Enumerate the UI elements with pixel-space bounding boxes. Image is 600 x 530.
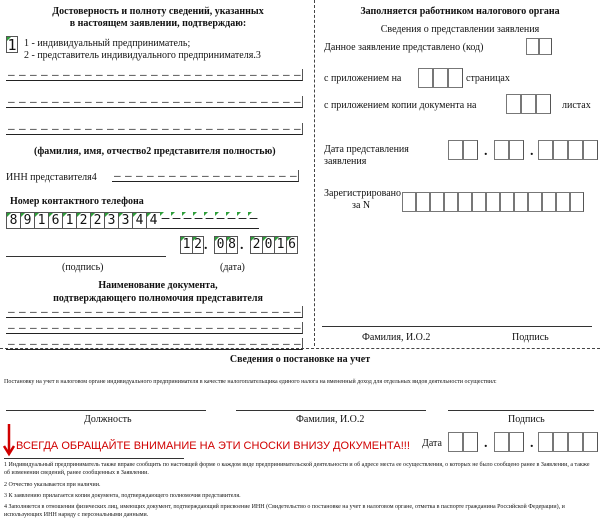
dash-cell xyxy=(270,96,281,108)
dash-cell xyxy=(6,123,17,135)
dash-cell: – xyxy=(182,212,193,229)
digit-cell: 0 xyxy=(214,236,226,254)
dash-cell xyxy=(116,96,127,108)
dash-cell xyxy=(171,69,182,81)
dash-cell xyxy=(72,123,83,135)
submission-date-year[interactable] xyxy=(538,140,598,160)
dash-cell xyxy=(160,96,171,108)
registered-label-2: за N xyxy=(352,200,371,211)
footnote-2: 2 Отчество указывается при наличии. xyxy=(4,482,101,488)
footnote-divider xyxy=(4,458,184,459)
dash-cell xyxy=(233,170,244,182)
dash-cell xyxy=(6,322,17,334)
dash-cell xyxy=(39,123,50,135)
dash-cell xyxy=(204,96,215,108)
dash-cell xyxy=(72,96,83,108)
dash-cell xyxy=(266,170,277,182)
dash-cell xyxy=(193,322,204,334)
dash-cell xyxy=(237,306,248,318)
bottom-date-year[interactable] xyxy=(538,432,598,452)
digit-cell: 1 xyxy=(62,212,76,229)
option-individual: 1 - индивидуальный предприниматель; xyxy=(24,38,191,49)
dash-cell xyxy=(259,322,270,334)
dash-cell xyxy=(94,123,105,135)
left-header-line1: Достоверность и полноту сведений, указанных xyxy=(52,6,264,17)
dash-cell xyxy=(270,306,281,318)
dash-cell xyxy=(160,322,171,334)
reg-cell xyxy=(458,192,472,212)
dash-cell xyxy=(105,322,116,334)
dash-cell xyxy=(160,69,171,81)
dash-cell xyxy=(50,69,61,81)
dash-cell xyxy=(127,123,138,135)
dash-cell xyxy=(149,306,160,318)
digit-cell: 1 xyxy=(274,236,286,254)
tax-officer-header: Заполняется работником налогового органа xyxy=(360,6,560,17)
dash-cell xyxy=(127,322,138,334)
submitted-code-label: Данное заявление представлено (код) xyxy=(324,42,484,53)
dash-cell xyxy=(248,69,259,81)
dash-cell xyxy=(171,96,182,108)
registration-number-input[interactable] xyxy=(402,192,584,212)
digit-cell: 2 xyxy=(76,212,90,229)
submission-date-label-2: заявления xyxy=(324,156,367,167)
reg-cell xyxy=(430,192,444,212)
digit-cell: 9 xyxy=(20,212,34,229)
fio-caption-bottom: Фамилия, И.О.2 xyxy=(296,414,365,425)
dash-cell xyxy=(200,170,211,182)
column-divider xyxy=(314,0,315,346)
dash-cell xyxy=(281,96,292,108)
document-header-line2: подтверждающего полномочия представителя xyxy=(53,293,263,304)
dash-cell: – xyxy=(237,212,248,229)
signature-caption: (подпись) xyxy=(62,262,104,273)
dash-cell xyxy=(28,306,39,318)
position-line xyxy=(6,410,206,411)
inn-row[interactable] xyxy=(112,170,299,182)
dash-cell xyxy=(61,96,72,108)
dash-cell xyxy=(292,69,303,81)
dash-cell xyxy=(215,69,226,81)
dash-cell xyxy=(182,123,193,135)
dash-cell xyxy=(105,123,116,135)
footnote-1: 1 Индивидуальный предприниматель также вправе сообщить по настоящей форме о каждом виде предпринимательской деятельности и об адресе места ее осуществления, о которых не было сообщено ранее в Заявлении, а также об изменении сведений, ранее сообщенных в Заявлении. xyxy=(4,462,590,476)
dash-cell xyxy=(292,96,303,108)
dash-cell xyxy=(259,69,270,81)
dash-cell xyxy=(222,170,233,182)
dash-cell xyxy=(226,96,237,108)
dash-cell xyxy=(61,69,72,81)
submission-date-day[interactable] xyxy=(448,140,478,160)
date-day[interactable] xyxy=(180,236,204,254)
dash-cell xyxy=(281,322,292,334)
dash-cell xyxy=(281,123,292,135)
dash-cell xyxy=(292,322,303,334)
digit-cell: 4 xyxy=(146,212,160,229)
dash-cell xyxy=(127,96,138,108)
bottom-date-day[interactable] xyxy=(448,432,478,452)
attach-pages-input[interactable] xyxy=(418,68,463,88)
signature-caption-bottom: Подпись xyxy=(508,414,545,425)
submission-date-label-1: Дата представления xyxy=(324,144,409,155)
dash-cell xyxy=(39,322,50,334)
date-separator: . xyxy=(484,436,488,451)
dash-cell xyxy=(61,123,72,135)
section-divider xyxy=(0,348,600,349)
fio-caption: (фамилия, имя, отчество2 представителя полностью) xyxy=(34,146,276,157)
dash-cell xyxy=(149,322,160,334)
dash-cell xyxy=(226,123,237,135)
dash-cell xyxy=(112,170,123,182)
reg-cell xyxy=(500,192,514,212)
dash-cell xyxy=(171,306,182,318)
dash-cell xyxy=(193,69,204,81)
dash-cell: – xyxy=(226,212,237,229)
dash-cell xyxy=(127,69,138,81)
dash-cell xyxy=(288,170,299,182)
dash-cell xyxy=(215,96,226,108)
dash-cell xyxy=(94,69,105,81)
reg-cell xyxy=(472,192,486,212)
dash-cell xyxy=(61,322,72,334)
dash-cell xyxy=(61,306,72,318)
bottom-date-month[interactable] xyxy=(494,432,524,452)
reg-cell xyxy=(514,192,528,212)
date-separator: . xyxy=(484,144,488,159)
digit-cell: 8 xyxy=(6,212,20,229)
dash-cell xyxy=(193,96,204,108)
dash-cell xyxy=(6,69,17,81)
dash-cell xyxy=(94,96,105,108)
copy-sheets-suffix: листах xyxy=(562,100,591,111)
reg-cell xyxy=(416,192,430,212)
dash-cell xyxy=(237,322,248,334)
dash-cell xyxy=(226,306,237,318)
dash-cell xyxy=(50,306,61,318)
dash-cell: – xyxy=(160,212,171,229)
dash-cell xyxy=(215,322,226,334)
dash-cell xyxy=(105,96,116,108)
dash-cell xyxy=(204,123,215,135)
dash-cell xyxy=(259,96,270,108)
reg-cell xyxy=(542,192,556,212)
dash-cell xyxy=(72,306,83,318)
reg-cell xyxy=(570,192,584,212)
dash-cell xyxy=(226,322,237,334)
dash-cell xyxy=(182,306,193,318)
dash-cell xyxy=(226,69,237,81)
copy-sheets-input[interactable] xyxy=(506,94,551,114)
dash-cell xyxy=(292,123,303,135)
dash-cell xyxy=(138,69,149,81)
name-row-3[interactable] xyxy=(6,123,303,135)
dash-cell xyxy=(138,322,149,334)
digit-cell: 1 xyxy=(180,236,192,254)
digit-cell: 4 xyxy=(132,212,146,229)
name-row-1[interactable] xyxy=(6,69,303,81)
reg-cell xyxy=(528,192,542,212)
dash-cell xyxy=(94,306,105,318)
officer-signature-line xyxy=(322,326,592,327)
officer-signature-caption: Подпись xyxy=(512,332,549,343)
dash-cell xyxy=(17,123,28,135)
dash-cell xyxy=(105,69,116,81)
dash-cell xyxy=(116,306,127,318)
dash-cell xyxy=(17,306,28,318)
fio-line xyxy=(236,410,426,411)
attach-pages-prefix: с приложением на xyxy=(324,73,402,84)
dash-cell xyxy=(6,306,17,318)
left-header-line2: в настоящем заявлении, подтверждаю: xyxy=(69,18,247,29)
dash-cell xyxy=(138,123,149,135)
date-separator: . xyxy=(240,238,244,253)
dash-cell xyxy=(105,306,116,318)
dash-cell xyxy=(17,322,28,334)
dash-cell xyxy=(17,69,28,81)
date-separator: . xyxy=(530,144,534,159)
dash-cell xyxy=(39,96,50,108)
document-row-1[interactable] xyxy=(6,306,303,318)
dash-cell xyxy=(248,306,259,318)
footnote-3: 3 К заявлению прилагается копия документа, подтверждающего полномочия представителя. xyxy=(4,493,241,499)
dash-cell xyxy=(292,306,303,318)
dash-cell: – xyxy=(248,212,259,229)
dash-cell xyxy=(255,170,266,182)
reg-cell xyxy=(444,192,458,212)
representative-type-cell[interactable] xyxy=(6,36,18,53)
officer-fio-caption: Фамилия, И.О.2 xyxy=(362,332,431,343)
dash-cell xyxy=(244,170,255,182)
dash-cell xyxy=(182,69,193,81)
registered-label-1: Зарегистрировано xyxy=(324,188,402,199)
reg-cell xyxy=(556,192,570,212)
dash-cell xyxy=(237,96,248,108)
dash-cell xyxy=(83,322,94,334)
submitted-code-input[interactable] xyxy=(526,38,552,55)
digit-cell: 8 xyxy=(226,236,238,254)
dash-cell xyxy=(83,123,94,135)
name-row-2[interactable] xyxy=(6,96,303,108)
dash-cell xyxy=(6,96,17,108)
reg-cell xyxy=(486,192,500,212)
dash-cell xyxy=(171,322,182,334)
digit-cell: 6 xyxy=(286,236,298,254)
date-caption: (дата) xyxy=(220,262,245,273)
phone-input[interactable] xyxy=(6,212,259,229)
dash-cell xyxy=(83,96,94,108)
dash-cell xyxy=(83,306,94,318)
dash-cell xyxy=(127,306,138,318)
dash-cell xyxy=(39,306,50,318)
dash-cell xyxy=(156,170,167,182)
digit-cell: 2 xyxy=(250,236,262,254)
dash-cell xyxy=(171,123,182,135)
dash-cell xyxy=(259,123,270,135)
dash-cell xyxy=(28,69,39,81)
dash-cell xyxy=(160,306,171,318)
dash-cell xyxy=(193,123,204,135)
dash-cell xyxy=(248,322,259,334)
dash-cell xyxy=(160,123,171,135)
dash-cell xyxy=(50,322,61,334)
dash-cell xyxy=(123,170,134,182)
dash-cell xyxy=(145,170,156,182)
footnote-4: 4 Заполняется в отношении физических лиц, имеющих документ, подтверждающий присвоение ИНН (Свидетельство о постановке на учет в налоговом органе, отметка в паспорте гражданина Российской Федерации), и использующих ИНН наряду с персональными данными. xyxy=(4,504,565,518)
dash-cell xyxy=(248,96,259,108)
dash-cell xyxy=(116,69,127,81)
dash-cell: – xyxy=(215,212,226,229)
dash-cell xyxy=(138,306,149,318)
dash-cell xyxy=(182,96,193,108)
reg-cell xyxy=(402,192,416,212)
dash-cell xyxy=(94,322,105,334)
dash-cell xyxy=(193,306,204,318)
digit-cell: 1 xyxy=(34,212,48,229)
date-separator: . xyxy=(204,238,208,253)
dash-cell xyxy=(116,322,127,334)
dash-cell xyxy=(28,96,39,108)
inn-label: ИНН представителя4 xyxy=(6,172,97,183)
dash-cell xyxy=(72,322,83,334)
dash-cell xyxy=(215,306,226,318)
footnote-warning: ВСЕГДА ОБРАЩАЙТЕ ВНИМАНИЕ НА ЭТИ СНОСКИ ВНИЗУ ДОКУМЕНТА!!! xyxy=(16,440,410,452)
digit-cell: 2 xyxy=(192,236,204,254)
dash-cell xyxy=(149,96,160,108)
dash-cell xyxy=(270,69,281,81)
dash-cell xyxy=(167,170,178,182)
date-month[interactable] xyxy=(214,236,238,254)
dash-cell xyxy=(149,69,160,81)
bottom-date-label: Дата xyxy=(422,438,442,449)
date-separator: . xyxy=(530,436,534,451)
digit-cell: 3 xyxy=(104,212,118,229)
digit-cell: 0 xyxy=(262,236,274,254)
dash-cell xyxy=(270,123,281,135)
dash-cell xyxy=(116,123,127,135)
dash-cell xyxy=(39,69,50,81)
digit-cell: 3 xyxy=(118,212,132,229)
dash-cell xyxy=(215,123,226,135)
digit-cell: 2 xyxy=(90,212,104,229)
dash-cell xyxy=(248,123,259,135)
dash-cell xyxy=(182,322,193,334)
copy-sheets-prefix: с приложением копии документа на xyxy=(324,100,477,111)
dash-cell xyxy=(178,170,189,182)
dash-cell xyxy=(237,123,248,135)
option-representative: 2 - представитель индивидуального предпринимателя.3 xyxy=(24,50,261,61)
date-year[interactable] xyxy=(250,236,298,254)
phone-label: Номер контактного телефона xyxy=(10,196,144,207)
representative-type-value: 1 xyxy=(7,36,17,54)
submission-subheader: Сведения о представлении заявления xyxy=(380,24,540,35)
dash-cell xyxy=(72,69,83,81)
digit-cell: 6 xyxy=(48,212,62,229)
dash-cell xyxy=(211,170,222,182)
dash-cell: – xyxy=(171,212,182,229)
dash-cell xyxy=(237,69,248,81)
dash-cell xyxy=(50,123,61,135)
document-row-2[interactable] xyxy=(6,322,303,334)
signature-line-bottom xyxy=(448,410,594,411)
dash-cell xyxy=(259,306,270,318)
dash-cell xyxy=(204,69,215,81)
red-down-arrow-icon xyxy=(2,422,16,458)
position-caption: Должность xyxy=(84,414,132,425)
registration-title: Сведения о постановке на учет xyxy=(229,354,371,365)
dash-cell: – xyxy=(204,212,215,229)
dash-cell: – xyxy=(193,212,204,229)
dash-cell xyxy=(83,69,94,81)
registration-statement: Постановку на учет в налоговом органе индивидуального предпринимателя в качестве налогоплательщика единого налога на вмененный доход для отдельных видов деятельности осуществил: xyxy=(4,379,497,385)
dash-cell xyxy=(277,170,288,182)
dash-cell xyxy=(189,170,200,182)
dash-cell xyxy=(270,322,281,334)
dash-cell xyxy=(281,306,292,318)
document-header-line1: Наименование документа, xyxy=(98,280,218,291)
dash-cell xyxy=(134,170,145,182)
dash-cell xyxy=(204,322,215,334)
dash-cell xyxy=(50,96,61,108)
signature-line xyxy=(6,256,166,257)
dash-cell xyxy=(17,96,28,108)
dash-cell xyxy=(28,123,39,135)
dash-cell xyxy=(138,96,149,108)
dash-cell xyxy=(28,322,39,334)
submission-date-month[interactable] xyxy=(494,140,524,160)
dash-cell xyxy=(149,123,160,135)
attach-pages-suffix: страницах xyxy=(466,73,510,84)
dash-cell xyxy=(204,306,215,318)
dash-cell xyxy=(281,69,292,81)
